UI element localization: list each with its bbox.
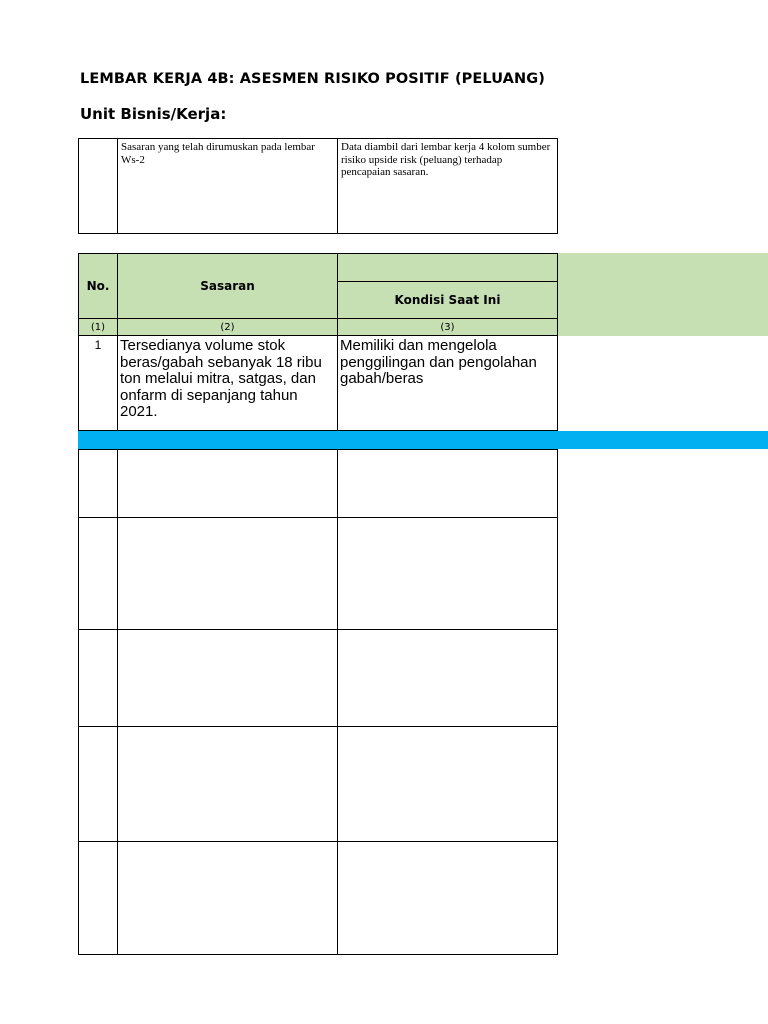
header-no: No. — [78, 253, 118, 319]
notes-cell-kondisi: Data diambil dari lembar kerja 4 kolom sumber risiko upside risk (peluang) terhadap pencapaian sasaran. — [337, 138, 558, 234]
empty-row-3-no — [78, 629, 118, 727]
row-1-kondisi: Memiliki dan mengelola penggilingan dan pengolahan gabah/beras — [337, 335, 558, 431]
empty-row-1-sasaran — [117, 449, 338, 518]
separator-bar — [78, 431, 768, 449]
empty-row-4-kondisi — [337, 726, 558, 842]
empty-row-3-sasaran — [117, 629, 338, 727]
row-1-sasaran: Tersedianya volume stok beras/gabah sebanyak 18 ribu ton melalui mitra, satgas, dan onfarm di sepanjang tahun 2021. — [117, 335, 338, 431]
colnum-3: (3) — [337, 318, 558, 336]
empty-row-3-kondisi — [337, 629, 558, 727]
empty-row-5-kondisi — [337, 841, 558, 955]
row-1-no: 1 — [78, 335, 118, 431]
empty-row-1-no — [78, 449, 118, 518]
empty-row-2-sasaran — [117, 517, 338, 630]
empty-row-4-no — [78, 726, 118, 842]
empty-row-5-sasaran — [117, 841, 338, 955]
empty-row-2-kondisi — [337, 517, 558, 630]
header-kondisi: Kondisi Saat Ini — [337, 281, 558, 319]
document-title: LEMBAR KERJA 4B: ASESMEN RISIKO POSITIF (PELUANG) — [80, 71, 545, 87]
empty-row-4-sasaran — [117, 726, 338, 842]
header-group-top — [337, 253, 558, 282]
header-green-band — [557, 253, 768, 336]
empty-row-1-kondisi — [337, 449, 558, 518]
notes-cell-1 — [78, 138, 118, 234]
unit-label: Unit Bisnis/Kerja: — [80, 105, 227, 123]
colnum-1: (1) — [78, 318, 118, 336]
header-sasaran: Sasaran — [117, 253, 338, 319]
empty-row-5-no — [78, 841, 118, 955]
colnum-2: (2) — [117, 318, 338, 336]
notes-cell-sasaran: Sasaran yang telah dirumuskan pada lembar Ws-2 — [117, 138, 338, 234]
empty-row-2-no — [78, 517, 118, 630]
